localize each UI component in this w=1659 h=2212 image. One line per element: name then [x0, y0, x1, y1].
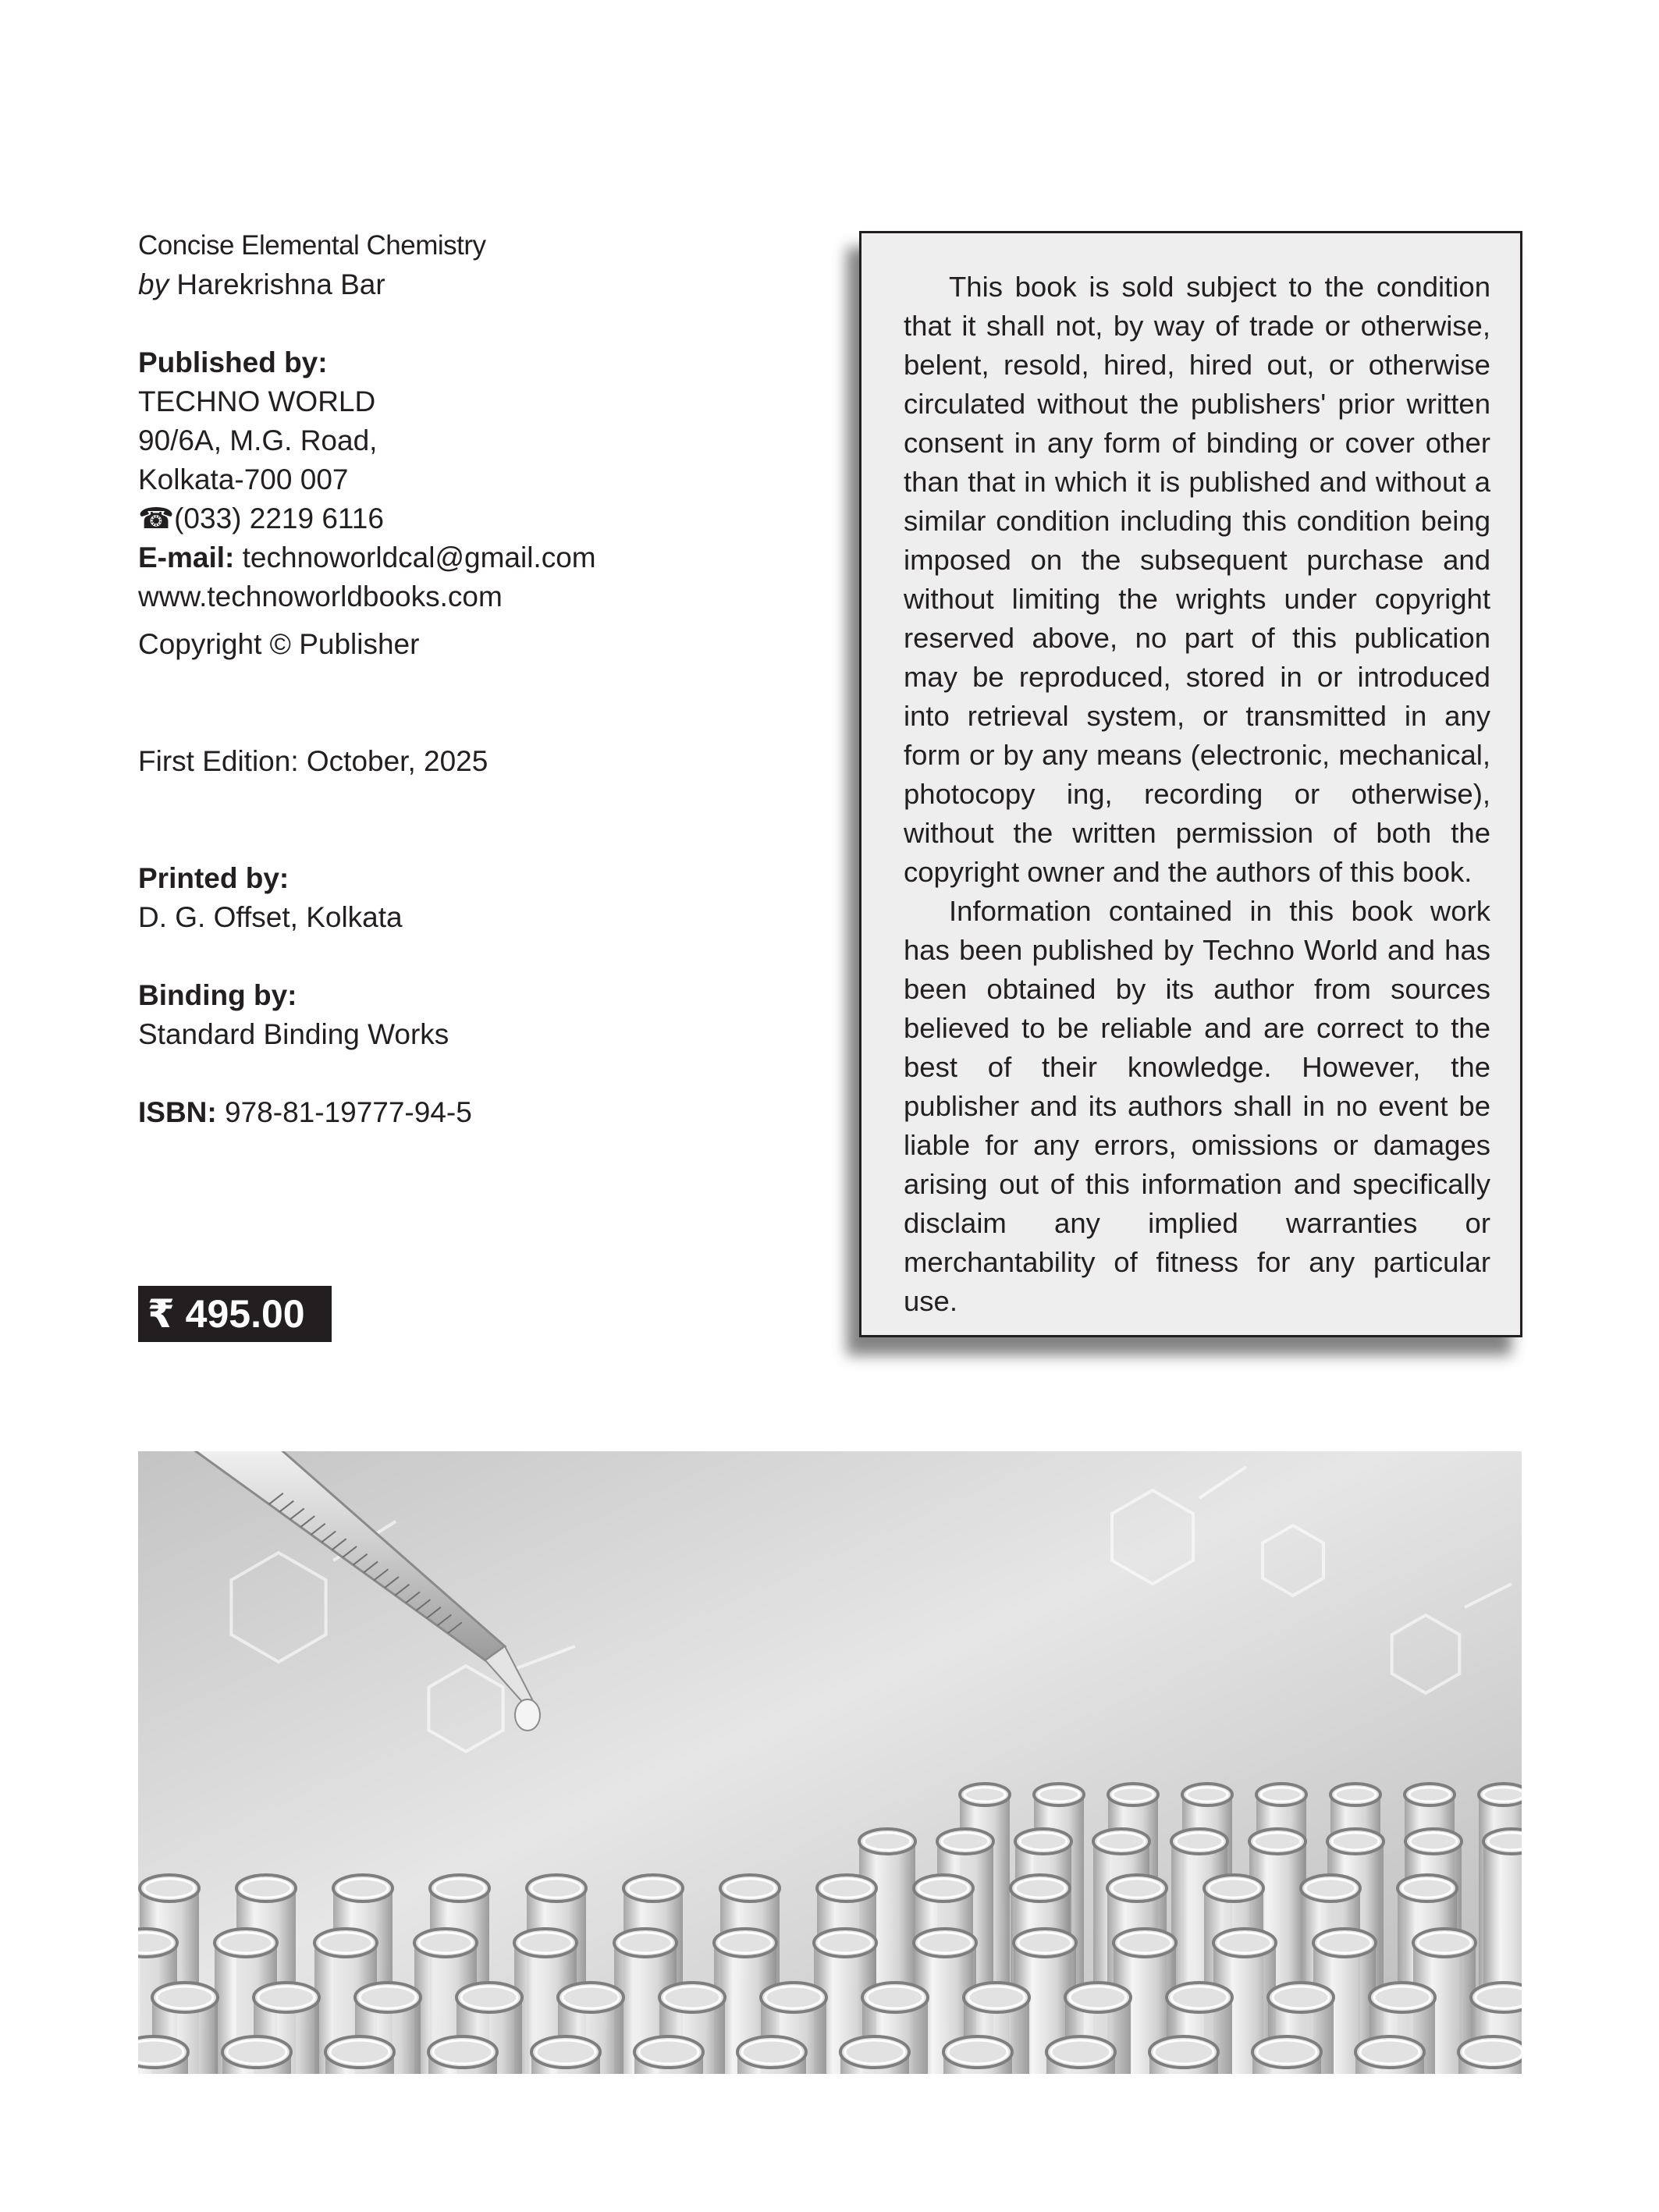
publisher-phone	[138, 499, 825, 538]
phone-number: (033) 2219 6116	[174, 502, 384, 534]
email-address: technoworldcal@gmail.com	[242, 541, 596, 573]
publisher-label: Published by:	[138, 346, 328, 378]
price-badge: ₹ 495.00	[138, 1286, 332, 1342]
publisher-website: www.technoworldbooks.com	[138, 581, 503, 612]
copyright-symbol: ©	[269, 628, 291, 660]
notice-paragraph-2: Information contained in this book work has been published by Techno World and has been obtained by its author from sources believed to be reliable and are correct to the best of their knowledge. However, the publisher and its authors shall in no event be liable for any errors, omissions or damages arising out of this information and specifically disclaim any implied warranties or merchantability of fitness for any particular use.	[904, 895, 1490, 1317]
isbn-line	[138, 1093, 825, 1132]
book-title: Concise Elemental Chemistry	[138, 230, 486, 261]
publisher-address-line1: 90/6A, M.G. Road,	[138, 424, 378, 456]
binder-name: Standard Binding Works	[138, 1018, 449, 1050]
by-word: by	[138, 268, 169, 300]
printer-name: D. G. Offset, Kolkata	[138, 901, 403, 933]
publisher-address-line2: Kolkata-700 007	[138, 463, 349, 495]
author-name: Harekrishna Bar	[176, 268, 385, 300]
imprint-details	[138, 226, 825, 1132]
publisher-email	[138, 538, 825, 577]
author-line	[138, 265, 825, 304]
telephone-icon: ☎	[138, 502, 175, 534]
edition-line: First Edition: October, 2025	[138, 745, 488, 777]
copyright-notice-box	[859, 231, 1522, 1337]
isbn-value: 978-81-19777-94-5	[225, 1096, 472, 1128]
notice-paragraph-1: This book is sold subject to the condition that it shall not, by way of trade or otherwise, belent, resold, hired, hired out, or otherwise circulated without the publishers' prior written consent in any form of binding or cover other than that in which it is published and without a similar condition including this condition being imposed on the subsequent purchase and without limiting the wrights under copyright reserved above, no part of this publication may be reproduced, stored in or introduced into retrieval system, or transmitted in any form or by any means (electronic, mechanical, photocopy ing, recording or otherwise), without the written permission of both the copyright owner and the authors of this book.	[904, 271, 1490, 888]
isbn-label: ISBN:	[138, 1096, 217, 1128]
binder-label: Binding by:	[138, 979, 297, 1011]
copyright-line: Copyright © Publisher	[138, 628, 420, 660]
pipette-and-test-tubes-photo	[138, 1451, 1522, 2074]
email-label: E-mail:	[138, 541, 235, 573]
printer-label: Printed by:	[138, 862, 290, 894]
publisher-name: TECHNO WORLD	[138, 385, 376, 417]
